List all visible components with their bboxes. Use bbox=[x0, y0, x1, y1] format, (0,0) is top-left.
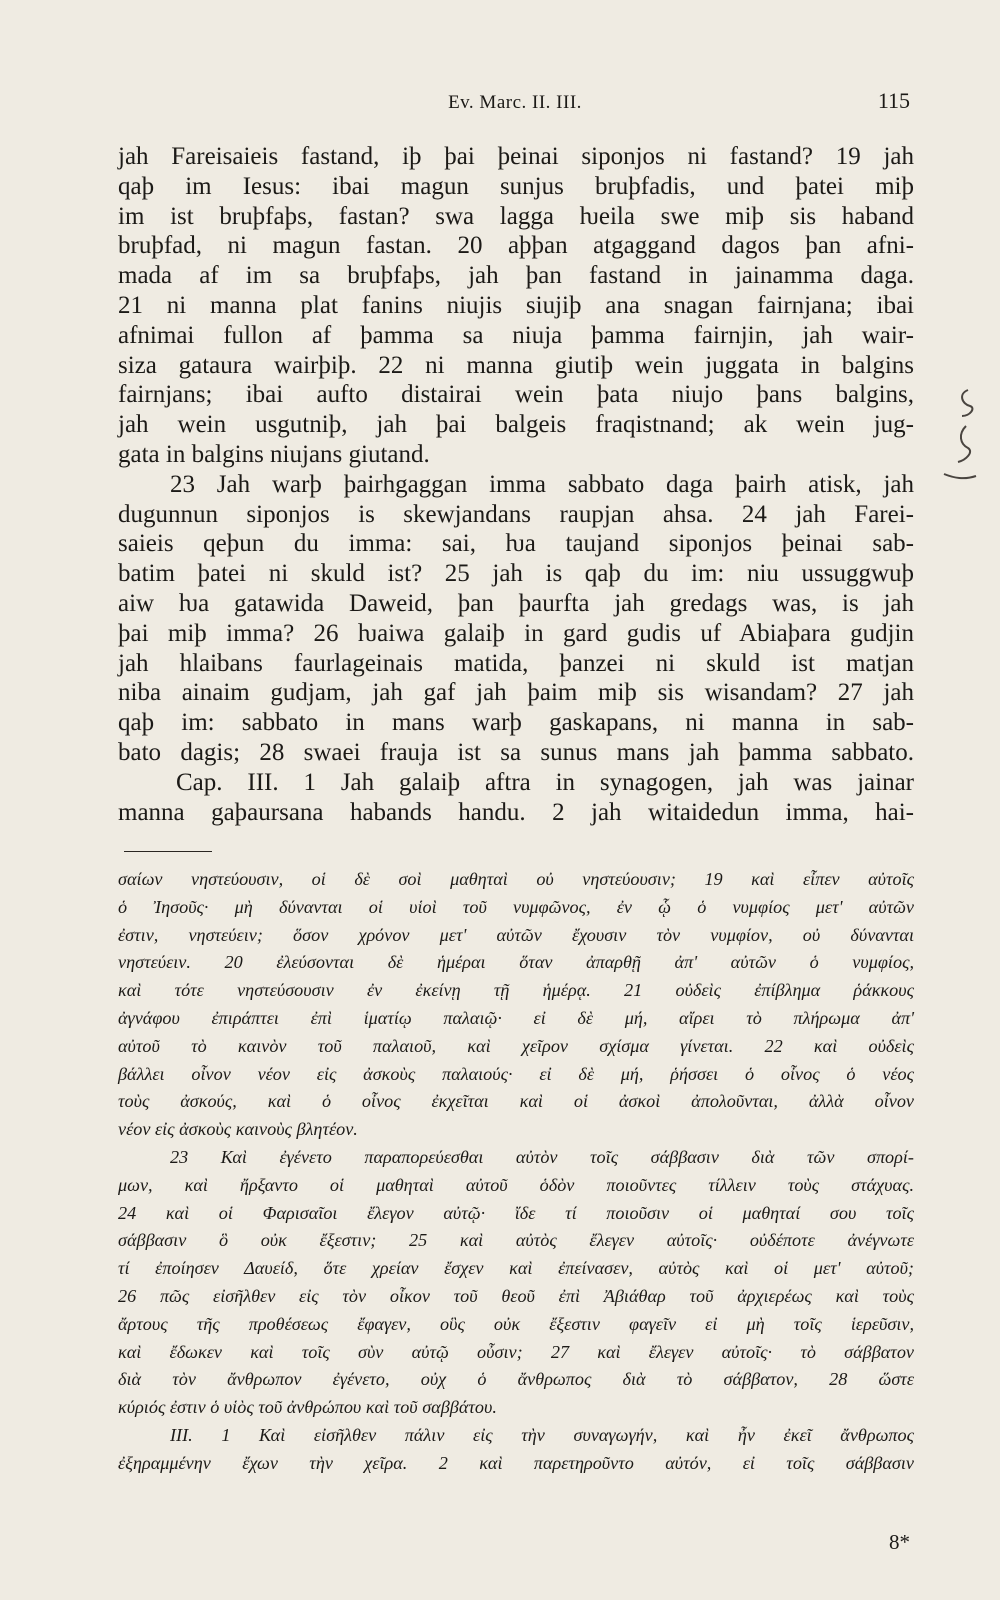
gothic-line: 21 ni manna plat fanins niujis siujiþ ana snagan fairnjana; ibai bbox=[118, 291, 914, 319]
greek-line: ἐξηραμμένην ἔχων τὴν χεῖρα. 2 καὶ παρετηροῦντο αὐτόν, εἰ τοῖς σάββασιν bbox=[118, 1452, 914, 1473]
gothic-line: batim þatei ni skuld ist? 25 jah is qaþ du im: niu ussuggwuþ bbox=[118, 560, 914, 588]
greek-line: σαίων νηστεύουσιν, οἱ δὲ σοὶ μαθηταὶ οὐ νηστεύουσιν; 19 καὶ εἶπεν αὐτοῖς bbox=[118, 869, 914, 889]
margin-scribble-icon bbox=[940, 382, 980, 492]
gothic-line: siza gataura wairþiþ. 22 ni manna giutiþ wein juggata in balgins bbox=[118, 351, 914, 379]
greek-line: ἐστιν, νηστεύειν; ὅσον χρόνον μετ' αὐτῶν ἔχουσιν τὸν νυμφίον, οὐ δύνανται bbox=[118, 924, 914, 945]
gothic-line: jah Fareisaieis fastand, iþ þai þeinai siponjos ni fastand? 19 jah bbox=[118, 143, 914, 170]
gothic-line: saieis qeþun du imma: sai, ƕa taujand siponjos þeinai sab- bbox=[118, 530, 914, 558]
gothic-line: manna gaþaursana habands handu. 2 jah witaidedun imma, hai- bbox=[118, 798, 914, 826]
greek-line: αὐτοῦ τὸ καινὸν τοῦ παλαιοῦ, καὶ χεῖρον σχίσμα γίνεται. 22 καὶ οὐδεὶς bbox=[118, 1035, 914, 1056]
greek-line: σάββασιν ὃ οὐκ ἔξεστιν; 25 καὶ αὐτὸς ἔλεγεν αὐτοῖς· οὐδέποτε ἀνέγνωτε bbox=[118, 1230, 914, 1251]
greek-line: καὶ ἔδωκεν καὶ τοῖς σὺν αὐτῷ οὖσιν; 27 καὶ ἔλεγεν αὐτοῖς· τὸ σάββατον bbox=[118, 1341, 914, 1362]
greek-line: διὰ τὸν ἄνθρωπον ἐγένετο, οὐχ ὁ ἄνθρωπος διὰ τὸ σάββατον, 28 ὥστε bbox=[118, 1369, 914, 1390]
greek-text-block bbox=[118, 866, 914, 1478]
greek-line: νέον εἰς ἀσκοὺς καινοὺς βλητέον. bbox=[118, 1119, 358, 1140]
gothic-line: þai miþ imma? 26 ƕaiwa galaiþ in gard gudis uf Abiaþara gudjin bbox=[118, 619, 914, 647]
gothic-line: dugunnun siponjos is skewjandans raupjan ahsa. 24 jah Farei- bbox=[118, 500, 914, 528]
gothic-line: fairnjans; ibai aufto distairai wein þata niujo þans balgins, bbox=[118, 381, 914, 409]
gothic-line: bruþfad, ni magun fastan. 20 aþþan atgaggand dagos þan afni- bbox=[118, 232, 914, 260]
signature-mark: 8* bbox=[889, 1530, 910, 1554]
gothic-line: afnimai fullon af þamma sa niuja þamma fairnjin, jah wair- bbox=[118, 321, 914, 349]
greek-line: καὶ τότε νηστεύσουσιν ἐν ἐκείνῃ τῇ ἡμέρᾳ. 21 οὐδεὶς ἐπίβλημα ῥάκκους bbox=[118, 980, 914, 1001]
greek-line: ἄρτους τῆς προθέσεως ἔφαγεν, οὓς οὐκ ἔξεστιν φαγεῖν εἰ μὴ τοῖς ἱερεῦσιν, bbox=[118, 1313, 914, 1334]
gothic-line: bato dagis; 28 swaei frauja ist sa sunus mans jah þamma sabbato. bbox=[118, 738, 914, 766]
footnote-divider bbox=[124, 851, 212, 852]
greek-line: 24 καὶ οἱ Φαρισαῖοι ἔλεγον αὐτῷ· ἴδε τί ποιοῦσιν οἱ μαθηταί σου τοῖς bbox=[118, 1202, 914, 1223]
running-head: Ev. Marc. II. III. bbox=[448, 92, 582, 113]
greek-line: τοὺς ἀσκούς, καὶ ὁ οἶνος ἐκχεῖται καὶ οἱ ἀσκοὶ ἀπολοῦνται, ἀλλὰ οἶνον bbox=[118, 1091, 914, 1112]
greek-line: τί ἐποίησεν Δαυείδ, ὅτε χρείαν ἔσχεν καὶ ἐπείνασεν, αὐτὸς καὶ οἱ μετ' αὐτοῦ; bbox=[118, 1258, 914, 1279]
gothic-line: qaþ im: sabbato in mans warþ gaskapans, ni manna in sab- bbox=[118, 709, 914, 737]
greek-line: ὁ Ἰησοῦς· μὴ δύνανται οἱ υἱοὶ τοῦ νυμφῶνος, ἐν ᾧ ὁ νυμφίος μετ' αὐτῶν bbox=[118, 896, 914, 917]
gothic-line: qaþ im Iesus: ibai magun sunjus bruþfadis, und þatei miþ bbox=[118, 172, 914, 200]
greek-line: 26 πῶς εἰσῆλθεν εἰς τὸν οἶκον τοῦ θεοῦ ἐπὶ Ἀβιάθαρ τοῦ ἀρχιερέως καὶ τοὺς bbox=[118, 1285, 914, 1306]
gothic-line: gata in balgins niujans giutand. bbox=[118, 440, 430, 468]
page-number: 115 bbox=[877, 88, 910, 113]
greek-line: βάλλει οἶνον νέον εἰς ἀσκοὺς παλαιούς· εἰ δὲ μή, ῥήσσει ὁ οἶνος ὁ νέος bbox=[118, 1063, 914, 1084]
gothic-line: mada af im sa bruþfaþs, jah þan fastand in jainamma daga. bbox=[118, 262, 914, 290]
page-header bbox=[120, 86, 910, 122]
gothic-line: jah wein usgutniþ, jah þai balgeis fraqistnand; ak wein jug- bbox=[118, 411, 914, 439]
gothic-line: 23 Jah warþ þairhgaggan imma sabbato daga þairh atisk, jah bbox=[170, 470, 914, 498]
gothic-line: im ist bruþfaþs, fastan? swa lagga ƕeila swe miþ sis haband bbox=[118, 202, 914, 230]
greek-chapter-line: III. 1 Καὶ εἰσῆλθεν πάλιν εἰς τὴν συναγωγήν, καὶ ἦν ἐκεῖ ἄνθρωπος bbox=[170, 1424, 914, 1445]
greek-line: 23 Καὶ ἐγένετο παραπορεύεσθαι αὐτὸν τοῖς σάββασιν διὰ τῶν σπορί- bbox=[170, 1146, 914, 1167]
greek-line: μων, καὶ ἤρξαντο οἱ μαθηταὶ αὐτοῦ ὁδὸν ποιοῦντες τίλλειν τοὺς στάχυας. bbox=[118, 1174, 914, 1195]
gothic-chapter-line: Cap. III. 1 Jah galaiþ aftra in synagogen, jah was jainar bbox=[176, 768, 914, 796]
gothic-line: niba ainaim gudjam, jah gaf jah þaim miþ sis wisandam? 27 jah bbox=[118, 679, 914, 707]
gothic-text-block bbox=[118, 142, 914, 827]
gothic-line: aiw ƕa gatawida Daweid, þan þaurfta jah gredags was, is jah bbox=[118, 589, 914, 617]
greek-line: ἀγνάφου ἐπιράπτει ἐπὶ ἱματίῳ παλαιῷ· εἰ δὲ μή, αἴρει τὸ πλήρωμα ἀπ' bbox=[118, 1007, 914, 1028]
greek-line: νηστεύειν. 20 ἐλεύσονται δὲ ἡμέραι ὅταν ἀπαρθῇ ἀπ' αὐτῶν ὁ νυμφίος, bbox=[118, 952, 914, 973]
greek-line: κύριός ἐστιν ὁ υἱὸς τοῦ ἀνθρώπου καὶ τοῦ σαββάτου. bbox=[118, 1397, 497, 1418]
gothic-line: jah hlaibans faurlageinais matida, þanzei ni skuld ist matjan bbox=[118, 649, 914, 677]
